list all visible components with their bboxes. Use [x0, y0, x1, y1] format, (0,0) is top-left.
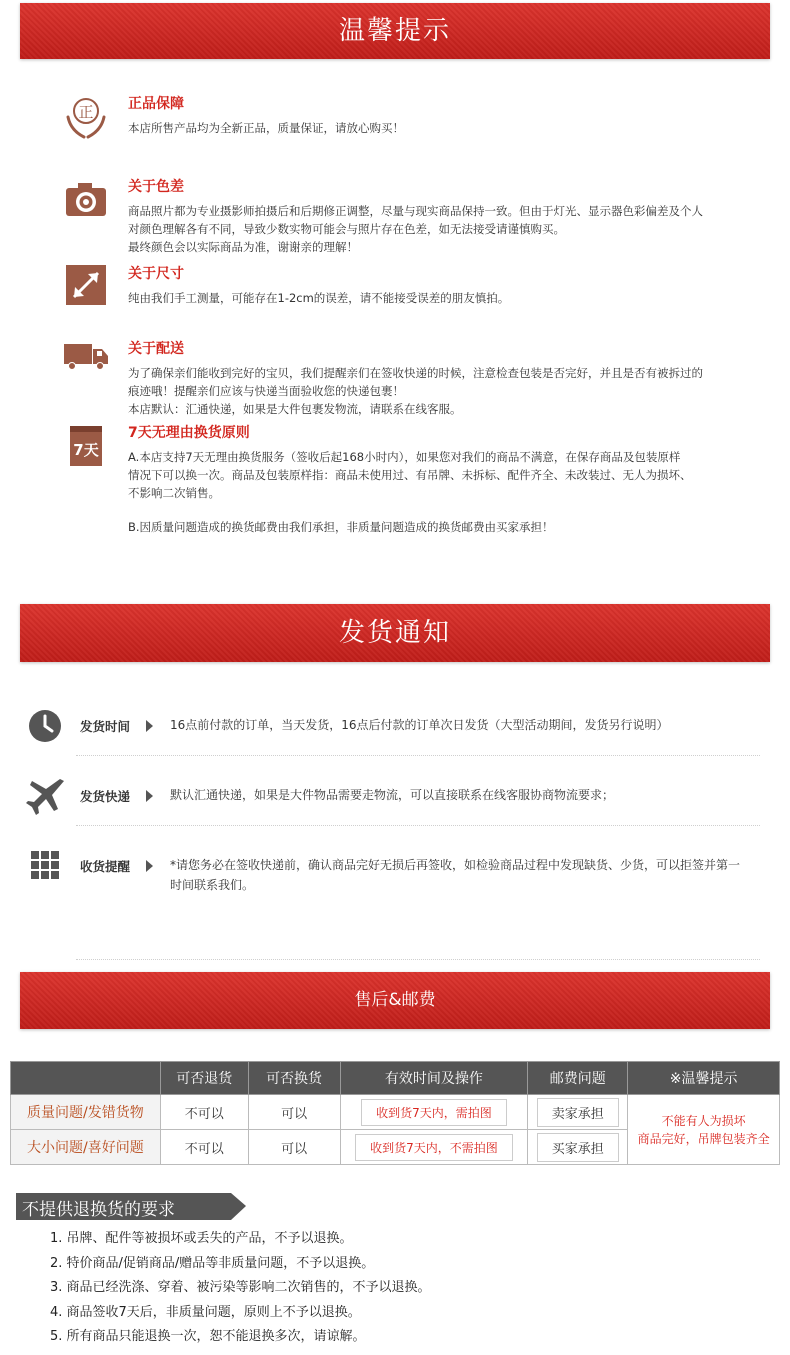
divider — [76, 825, 760, 826]
clock-icon — [24, 705, 66, 747]
tip-text-line: 为了确保亲们能收到完好的宝贝，我们提醒亲们在签收快递的时候，注意检查包装是否完好，并且是否有被拆过的 — [128, 366, 703, 380]
genuine-badge-text: 正 — [78, 103, 94, 121]
shipping-banner-title: 发货通知 — [338, 618, 451, 648]
tip-text-line: 痕迹哦！提醒亲们应该与快递当面验收您的快递包裹！ — [128, 384, 404, 398]
postage-cell — [528, 1095, 628, 1130]
time-value: 收到货7天内，不需拍图 — [355, 1134, 513, 1161]
arrow-right-icon — [146, 790, 153, 802]
arrow-right-icon — [146, 720, 153, 732]
table-header-cell: ※温馨提示 — [628, 1062, 780, 1095]
tip-size — [64, 265, 764, 309]
time-cell — [340, 1130, 528, 1165]
no-return-title: 不提供退换货的要求 — [22, 1200, 175, 1220]
table-header-cell: 有效时间及操作 — [340, 1062, 528, 1095]
truck-icon — [64, 340, 108, 384]
tip-seven-days — [64, 424, 764, 544]
shipping-label: 发货时间 — [80, 719, 131, 734]
note-line: 不能有人为损坏 — [661, 1113, 746, 1128]
table-header-cell — [11, 1062, 161, 1095]
tip-text-line: 商品照片都为专业摄影师拍摄后和后期修正调整，尽量与现实商品保持一致。但由于灯光、显示器色彩偏差及个人 — [128, 204, 703, 218]
seven-days-badge-text: 7天 — [73, 441, 99, 459]
tip-text-line: 本店默认：汇通快递，如果是大件包裹发物流，请联系在线客服。 — [128, 402, 462, 416]
list-item: 5. 所有商品只能退换一次，恕不能退换多次，请谅解。 — [50, 1329, 366, 1344]
shipping-time-row — [24, 705, 764, 749]
tip-text-line: A.本店支持7天无理由换货服务（签收后起168小时内），如果您对我们的商品不满意，在保存商品及包装原样 — [128, 450, 681, 464]
shipping-text: 16点前付款的订单，当天发货，16点后付款的订单次日发货（大型活动期间，发货另行说明） — [170, 718, 669, 732]
shipping-text: 默认汇通快递，如果是大件物品需要走物流，可以直接联系在线客服协商物流要求； — [170, 788, 615, 802]
exchange-cell: 可以 — [248, 1130, 340, 1165]
tip-title: 关于配送 — [128, 341, 184, 357]
seven-days-icon — [64, 424, 108, 468]
postage-value: 买家承担 — [537, 1133, 619, 1162]
tip-text-line: 不影响二次销售。 — [128, 486, 220, 500]
row-type-cell: 质量问题/发错货物 — [11, 1095, 161, 1130]
table-row — [11, 1095, 780, 1130]
exchange-cell: 可以 — [248, 1095, 340, 1130]
resize-arrow-icon — [64, 265, 108, 309]
divider — [76, 959, 760, 960]
list-item: 2. 特价商品/促销商品/赠品等非质量问题，不予以退换。 — [50, 1255, 375, 1271]
shipping-label: 发货快递 — [80, 789, 131, 804]
postage-cell — [528, 1130, 628, 1165]
shipping-text: *请您务必在签收快递前，确认商品完好无损后再签收，如检验商品过程中发现缺货、少货，可以拒签并第一时间联系我们。 — [170, 858, 741, 892]
tip-text-line: 对颜色理解各有不同，导致少数实物可能会与照片存在色差，如无法接受请谨慎购买。 — [128, 222, 565, 236]
list-item: 3. 商品已经洗涤、穿着、被污染等影响二次销售的，不予以退换。 — [50, 1280, 431, 1295]
tip-text: 本店所售产品均为全新正品，质量保证，请放心购买！ — [128, 121, 404, 135]
tips-banner-title: 温馨提示 — [338, 16, 451, 46]
tip-title: 关于色差 — [128, 179, 184, 195]
tips-banner — [20, 3, 770, 59]
no-return-list — [50, 1227, 431, 1350]
tip-title: 关于尺寸 — [128, 266, 184, 282]
table-header-row — [11, 1062, 780, 1095]
note-cell — [628, 1095, 780, 1165]
shipping-banner — [20, 604, 770, 662]
grid-icon — [24, 845, 66, 887]
list-item: 1. 吊牌、配件等被损坏或丢失的产品，不予以退换。 — [50, 1231, 353, 1246]
aftersale-banner — [20, 972, 770, 1029]
arrow-right-icon — [146, 860, 153, 872]
table-header-cell: 可否退货 — [160, 1062, 248, 1095]
postage-value: 卖家承担 — [537, 1098, 619, 1127]
aftersale-table — [10, 1061, 780, 1165]
table-header-cell: 邮费问题 — [528, 1062, 628, 1095]
tip-color — [64, 178, 764, 258]
row-type-cell: 大小问题/喜好问题 — [11, 1130, 161, 1165]
shipping-receive-row — [24, 845, 764, 895]
shipping-express-row — [24, 775, 764, 819]
camera-icon — [64, 178, 108, 222]
table-header-cell: 可否换货 — [248, 1062, 340, 1095]
note-line: 商品完好，吊牌包装齐全 — [637, 1131, 770, 1146]
genuine-hands-icon — [64, 95, 108, 139]
time-value: 收到货7天内，需拍图 — [361, 1099, 507, 1126]
aftersale-banner-title: 售后&邮费 — [354, 990, 436, 1010]
divider — [76, 755, 760, 756]
tip-delivery — [64, 340, 764, 416]
tip-text-line: 情况下可以换一次。商品及包装原样指：商品未使用过、有吊牌、未拆标、配件齐全、未改装过、无人为损坏、 — [128, 468, 692, 482]
return-cell: 不可以 — [160, 1095, 248, 1130]
tip-title: 正品保障 — [128, 96, 184, 112]
tip-text-spacer — [128, 502, 764, 518]
airplane-icon — [24, 775, 66, 817]
shipping-label: 收货提醒 — [80, 859, 131, 874]
tip-text: 纯由我们手工测量，可能存在1-2cm的误差，请不能接受误差的朋友慎拍。 — [128, 291, 510, 305]
return-cell: 不可以 — [160, 1130, 248, 1165]
no-return-title-bar — [16, 1193, 246, 1220]
tip-text-line: B.因质量问题造成的换货邮费由我们承担，非质量问题造成的换货邮费由买家承担！ — [128, 520, 554, 534]
time-cell — [340, 1095, 528, 1130]
tip-genuine — [64, 95, 764, 145]
tip-title: 7天无理由换货原则 — [128, 425, 250, 441]
list-item: 4. 商品签收7天后，非质量问题，原则上不予以退换。 — [50, 1304, 361, 1320]
tip-text-line: 最终颜色会以实际商品为准，谢谢亲的理解！ — [128, 240, 358, 254]
